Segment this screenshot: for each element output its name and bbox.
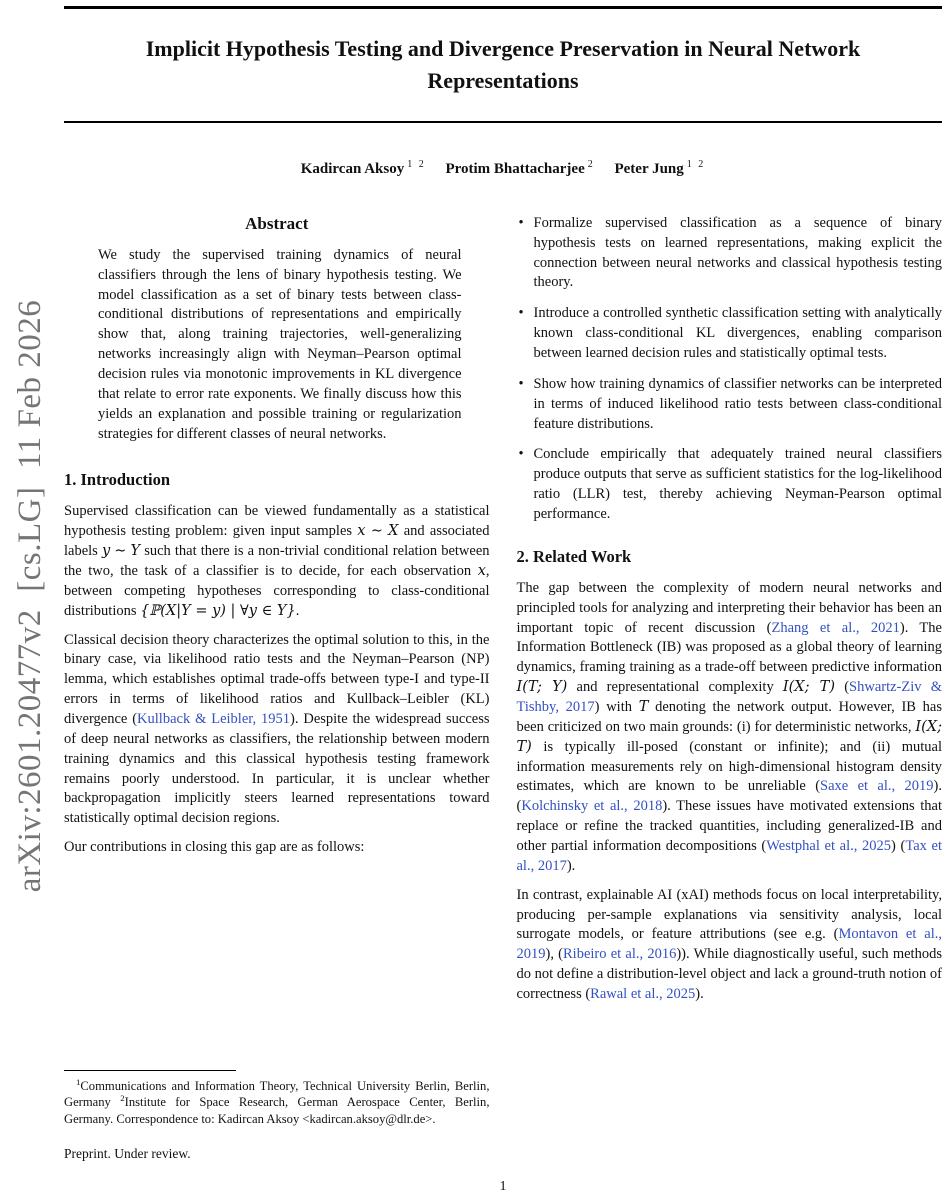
text-segment: I(X; T) <box>782 679 836 696</box>
text-segment: ) ( <box>891 837 906 854</box>
footnote-rule <box>64 1070 236 1071</box>
author-line <box>64 159 942 180</box>
text-segment: Supervised classification can be viewed fundamentally as a statistical hypothesis testing problem: given input samples <box>64 503 490 540</box>
section-heading-related-work: 2. Related Work <box>516 546 632 566</box>
paper-title: Implicit Hypothesis Testing and Divergence Preservation in Neural Network Representations <box>145 36 861 93</box>
text-segment: T <box>638 698 649 715</box>
text-segment: and associated labels <box>64 523 490 560</box>
text-segment: such that there is a non-trivial conditional relation between the two, the task of a classifier is to decide, for each observation <box>64 543 490 579</box>
top-rule <box>64 6 942 9</box>
citation-link[interactable]: Kolchinsky et al., 2018 <box>521 798 663 815</box>
text-segment: denoting the network output. However, IB has been criticized on two main grounds: (i) for deterministic networks, <box>516 698 942 735</box>
text-segment: Y <box>130 543 141 560</box>
text-segment: 2 <box>120 1093 125 1104</box>
text-segment: {ℙ(X|Y = y) | ∀y ∈ Y} <box>140 602 296 619</box>
section-heading-introduction: 1. Introduction <box>64 470 171 490</box>
two-column-body <box>64 214 942 1174</box>
author <box>614 158 706 177</box>
text-segment: ), ( <box>545 946 563 963</box>
text-segment: I(T; Y) <box>516 679 568 696</box>
text-segment: x <box>357 523 366 540</box>
contribution-item <box>517 214 942 293</box>
citation-link[interactable]: Kullback & Leibler, 1951 <box>137 710 291 727</box>
citation-link[interactable]: Westphal et al., 2025 <box>766 837 892 854</box>
related-work-paragraph <box>517 886 942 1005</box>
text-segment: Formalize supervised classification as a sequence of binary hypothesis tests on learned representations, making explicit the connection between neural networks and classical hypothesis testing theory. <box>533 214 942 291</box>
text-segment: ) with <box>594 698 639 715</box>
text-segment: , between competing hypotheses corresponding to class-conditional distributions <box>64 562 490 619</box>
page-number: 1 <box>499 1179 507 1194</box>
author-name: Protim Bhattacharjee <box>445 160 585 177</box>
contribution-item <box>517 375 942 435</box>
text-segment: In contrast, explainable AI (xAI) methods focus on local interpretability, producing per-sample explanations via sensitivity analysis, local surrogate models, or feature attributions (see e.g. ( <box>516 886 942 943</box>
intro-paragraph <box>64 631 490 830</box>
citation-link[interactable]: Tax et al., 2017 <box>516 837 942 874</box>
affiliation-footnote <box>64 1078 490 1128</box>
text-segment: x <box>477 562 486 579</box>
text-segment: The gap between the complexity of modern neural networks and principled tools for analyzing and interpreting their behavior has been an important topic of recent discussion ( <box>516 579 942 636</box>
left-column <box>64 214 490 1174</box>
text-segment: Classical decision theory characterizes the optimal solution to this, in the binary case, via likelihood ratio tests and the Neyman–Pearson (NP) lemma, which establishes optimal trade-offs between type-I and type-II errors in terms of likelihood ratios and Kullback–Leibler (KL) divergence ( <box>64 631 490 727</box>
intro-paragraph <box>64 838 490 858</box>
author <box>445 158 595 177</box>
citation-link[interactable]: Zhang et al., 2021 <box>771 619 900 636</box>
preprint-notice: Preprint. Under review. <box>64 1145 191 1161</box>
citation-link[interactable]: Shwartz-Ziv & Tishby, 2017 <box>516 679 942 715</box>
footnote-block <box>64 1070 490 1162</box>
citation-link[interactable]: Ribeiro et al., 2016 <box>563 946 677 963</box>
text-segment: Communications and Information Theory, Technical University Berlin, Berlin, Germany <box>64 1078 490 1110</box>
text-segment: and representational complexity <box>567 679 783 696</box>
contribution-list <box>517 214 942 525</box>
abstract-text: We study the supervised training dynamics of neural classifiers through the lens of binary hypothesis testing. We model classification as a set of binary tests between class-conditional distributions of representations and empirically show that, along training trajectories, well-generalizing networks increasingly align with Neyman–Pearson optimal decision rules via monotonic improvements in KL divergence that relate to error rate exponents. We finally discuss how this yields an explanation and possible training or regularization strategies for different classes of neural networks. <box>98 246 462 442</box>
text-segment: ∼ <box>110 543 131 560</box>
text-segment: Show how training dynamics of classifier networks can be interpreted in terms of induced likelihood ratio tests between class-conditional feature distributions. <box>533 375 942 432</box>
title-rule <box>64 121 942 123</box>
intro-paragraph <box>64 502 490 621</box>
text-segment: ). <box>695 986 704 1002</box>
related-work-paragraph <box>517 579 942 877</box>
text-segment: Institute for Space Research, German Aerospace Center, Berlin, Germany. Correspondence to: Kadircan Aksoy <kadircan.aksoy@dlr.de>. <box>64 1095 490 1127</box>
text-segment: ). These issues have motivated extensions that replace or refine the tracked quantities, including generalized-IB and other partial information decompositions ( <box>516 798 942 854</box>
text-segment: Conclude empirically that adequately trained neural classifiers produce outputs that serve as sufficient statistics for the log-likelihood ratio (LLR) test, thereby achieving Neyman-Pearson optimal performance. <box>533 446 942 522</box>
citation-link[interactable]: Saxe et al., 2019 <box>820 778 934 795</box>
citation-link[interactable]: Rawal et al., 2025 <box>590 986 696 1002</box>
contribution-item <box>517 304 942 364</box>
text-segment: ). <box>566 857 576 874</box>
text-segment: Our contributions in closing this gap are as follows: <box>64 839 365 856</box>
author-name: Peter Jung <box>614 160 684 177</box>
arxiv-watermark: arXiv:2601.20477v2 [cs.LG] 11 Feb 2026 <box>12 299 48 893</box>
text-segment: ). ( <box>516 778 942 815</box>
author <box>300 158 426 177</box>
text-segment: ( <box>835 679 850 696</box>
author-affiliation-sup: 1 2 <box>686 158 706 170</box>
text-segment: )). While diagnostically useful, such methods do not define a distribution-level object and lack a ground-truth notion of correctness ( <box>516 946 942 1002</box>
text-segment: is typically ill-posed (constant or infinite); and (ii) mutual information measurements rely on high-dimensional histogram density estimates, which are known to be unreliable ( <box>516 738 942 795</box>
paper-page <box>64 0 942 1174</box>
text-segment: X <box>388 523 399 540</box>
right-column <box>517 214 942 1174</box>
text-segment: I(X; T) <box>516 718 942 755</box>
text-segment: y <box>101 543 111 560</box>
contribution-item <box>517 445 942 524</box>
text-segment: ). The Information Bottleneck (IB) was proposed as a global theory of learning dynamics, framing training as a trade-off between predictive information <box>516 619 942 676</box>
text-segment: ∼ <box>365 523 389 540</box>
text-segment: . <box>295 602 300 619</box>
author-affiliation-sup: 2 <box>587 158 595 170</box>
citation-link[interactable]: Montavon et al., 2019 <box>516 926 942 963</box>
text-segment: ). Despite the widespread success of deep neural networks as classifiers, the relationship between modern training dynamics and this classical hypothesis testing framework remains poorly understood. In particular, it is unclear whether backpropagation implicitly steers learned representations toward statistically optimal decision regions. <box>64 710 490 827</box>
text-segment: 1 <box>76 1076 81 1087</box>
author-affiliation-sup: 1 2 <box>407 158 426 170</box>
abstract-heading: Abstract <box>245 213 309 233</box>
text-segment: Introduce a controlled synthetic classification setting with analytically known class-conditional KL divergences, enabling comparison between learned decision rules and statistically optimal tests. <box>533 305 942 361</box>
author-name: Kadircan Aksoy <box>300 160 405 177</box>
